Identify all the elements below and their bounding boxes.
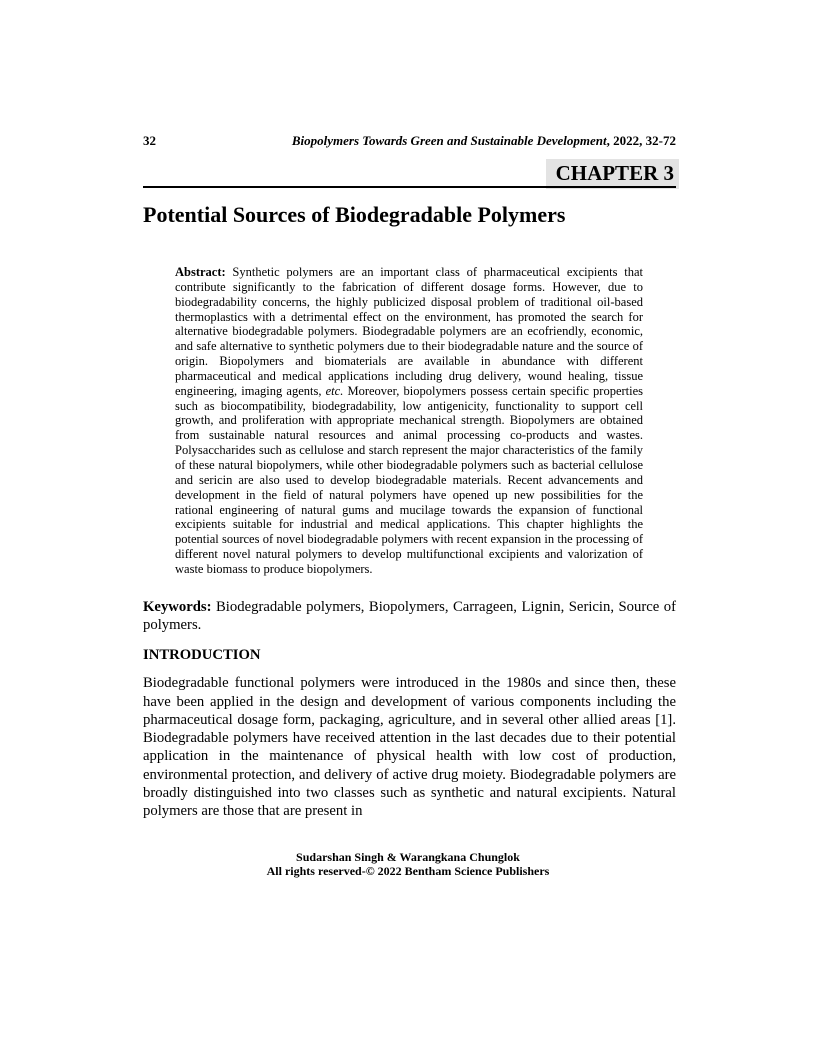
page-footer	[0, 851, 816, 879]
chapter-number-badge: CHAPTER 3	[546, 159, 679, 189]
introduction-paragraph: Biodegradable functional polymers were introduced in the 1980s and since then, these have been applied in the design and development of various components including the pharmaceutical dosage form, packaging, agriculture, and in several other allied areas [1]. Biodegradable polymers have received attention in the last decades due to their potential application in the maintenance of physical health with low cost of production, environmental protection, and delivery of active drug moiety. Biodegradable polymers are broadly distinguished into two classes such as synthetic and natural excipients. Natural polymers are those that are present in	[143, 675, 676, 820]
chapter-header-row	[143, 159, 676, 191]
journal-reference: Biopolymers Towards Green and Sustainable Development, 2022, 32-72	[291, 133, 676, 148]
chapter-title: Potential Sources of Biodegradable Polymers	[143, 202, 566, 227]
abstract-paragraph: Abstract: Synthetic polymers are an important class of pharmaceutical excipients that contribute significantly to the fabrication of different dosage forms. However, due to biodegradability concerns, the highly publicized disposal problem of traditional oil-based thermoplastics with a detrimental effect on the environment, has promoted the search for alternative biodegradable polymers. Biodegradable polymers are an ecofriendly, economic, and safe alternative to synthetic polymers due to their biodegradable nature and the source of origin. Biopolymers and biomaterials are available in abundance with different pharmaceutical and medical applications including drug delivery, wound healing, tissue engineering, imaging agents, etc. Moreover, biopolymers possess certain specific properties such as biocompatibility, biodegradability, low antigenicity, functionality to support cell growth, and proliferation with appropriate mechanical strength. Biopolymers are obtained from sustainable natural resources and animal processing co-products and wastes. Polysaccharides such as cellulose and starch represent the major characteristics of the family of these natural biopolymers, while other biodegradable polymers such as bacterial cellulose and sericin are also used to develop biodegradable materials. Recent advancements and development in the field of natural polymers have opened up new possibilities for the rational engineering of natural gums and mucilage towards the expansion of functional excipients suitable for industrial and medical applications. This chapter highlights the potential sources of novel biodegradable polymers with recent expansion in the processing of different novel natural polymers to develop multifunctional excipients and valorization of waste biomass to produce biopolymers.	[175, 265, 644, 576]
section-heading-introduction: INTRODUCTION	[143, 647, 261, 664]
header-horizontal-rule	[143, 186, 676, 188]
footer-authors: Sudarshan Singh & Warangkana Chunglok	[296, 850, 520, 864]
keywords-paragraph: Keywords: Biodegradable polymers, Biopolymers, Carrageen, Lignin, Sericin, Source of polymers.	[143, 598, 676, 634]
footer-copyright: All rights reserved-© 2022 Bentham Science Publishers	[266, 863, 550, 878]
running-header	[143, 133, 676, 148]
page-number: 32	[143, 133, 156, 148]
